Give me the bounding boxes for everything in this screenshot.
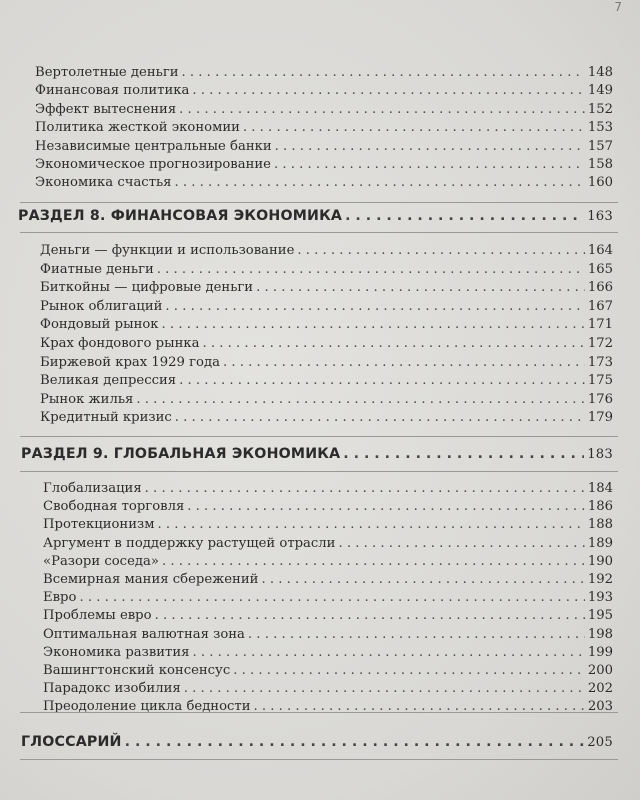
toc-entry-title: Кредитный кризис [40,410,172,426]
toc-entry-page: 203 [587,699,613,715]
toc-entry-page: 158 [587,157,613,172]
toc-entry[interactable] [43,571,613,588]
toc-heading-section-9[interactable] [21,444,613,464]
section-divider [20,232,618,233]
toc-entry-page: 153 [587,120,613,136]
toc-entry-title: Независимые центральные банки [35,138,272,154]
toc-entry[interactable] [35,138,613,155]
toc-entry[interactable] [35,119,613,136]
toc-leader-dots [345,206,584,226]
toc-leader-dots [192,644,584,661]
toc-entry[interactable] [43,644,613,661]
toc-heading-title: РАЗДЕЛ 8. ФИНАНСОВАЯ ЭКОНОМИКА [18,208,343,224]
toc-leader-dots [184,680,585,697]
toc-entry-title: Протекционизм [43,517,155,533]
toc-entry[interactable] [35,64,613,81]
toc-entry-page: 176 [587,391,613,407]
toc-leader-dots [338,535,584,552]
toc-entry-page: 195 [587,608,613,624]
toc-entry-page: 198 [587,626,613,642]
toc-entry[interactable] [43,680,613,697]
toc-entry-page: 186 [587,499,613,515]
toc-entry-title: Эффект вытеснения [35,101,177,117]
toc-entry[interactable] [40,261,613,278]
toc-entry-page: 200 [587,663,613,678]
toc-entry-page: 190 [587,553,613,569]
toc-leader-dots [136,391,584,408]
toc-entry[interactable] [35,156,613,173]
toc-entry-page: 193 [587,590,613,606]
toc-entry-title: «Разори соседа» [43,553,159,569]
toc-entry-title: Всемирная мания сбережений [43,572,259,587]
toc-entry-page: 148 [587,65,613,80]
toc-entry-title: Проблемы евро [43,608,152,624]
toc-entry[interactable] [43,589,613,606]
toc-entry[interactable] [40,391,613,408]
toc-entry-title: Фиатные деньги [40,261,154,277]
toc-leader-dots [256,279,585,296]
toc-entry-title: Глобализация [43,481,142,496]
toc-leader-dots [223,354,585,371]
toc-entry[interactable] [35,101,613,118]
section-divider [20,712,618,713]
toc-entry-title: Вашингтонский консенсус [43,663,231,678]
toc-leader-dots [248,626,585,643]
toc-entry-title: Биржевой крах 1929 года [40,354,220,370]
toc-leader-dots [162,316,585,333]
page-folio: 7 [614,0,622,14]
toc-heading-page: 205 [587,735,613,750]
toc-entry[interactable] [43,626,613,643]
section-divider [20,202,618,203]
toc-entry-title: Крах фондового рынка [40,336,200,351]
toc-entry[interactable] [40,316,613,333]
toc-entry-title: Политика жесткой экономии [35,120,240,136]
toc-entry-title: Евро [43,590,77,606]
toc-entry-page: 199 [587,644,613,660]
section-divider [20,471,618,472]
toc-entry-title: Аргумент в поддержку растущей отрасли [43,535,336,551]
toc-entry-title: Биткойны — цифровые деньги [40,280,254,296]
toc-leader-dots [79,589,584,606]
toc-entry-page: 175 [587,373,613,389]
toc-entry-page: 189 [587,535,613,551]
toc-entry[interactable] [35,82,613,99]
toc-entry-title: Вертолетные деньги [35,65,179,80]
toc-entry[interactable] [40,372,613,389]
toc-leader-dots [165,298,584,315]
toc-entry[interactable] [43,553,613,570]
toc-leader-dots [157,516,584,533]
toc-leader-dots [175,174,585,191]
toc-entry-title: Рынок жилья [40,391,134,407]
toc-entry-page: 165 [587,261,613,277]
toc-entry[interactable] [43,516,613,533]
toc-entry-title: Великая депрессия [40,373,177,389]
toc-leader-dots [182,64,585,81]
toc-entry[interactable] [40,242,613,259]
toc-leader-dots [155,607,585,624]
toc-entry-title: Экономика счастья [35,175,172,191]
toc-entry-page: 160 [587,175,613,191]
toc-entry-page: 152 [587,101,613,117]
toc-entry-page: 173 [587,354,613,370]
toc-leader-dots [203,335,585,352]
toc-entry-page: 184 [587,481,613,496]
toc-entry-title: Экономическое прогнозирование [35,157,271,172]
toc-leader-dots [274,156,585,173]
toc-leader-dots [125,732,585,752]
toc-entry[interactable] [43,535,613,552]
toc-entry-title: Рынок облигаций [40,298,163,314]
toc-entry-page: 164 [587,243,613,258]
section-divider [20,436,618,437]
toc-entry[interactable] [43,607,613,624]
toc-entry-page: 157 [587,138,613,154]
toc-entry[interactable] [43,662,613,679]
section-divider [20,759,618,760]
toc-entry[interactable] [40,298,613,315]
toc-entry[interactable] [40,409,613,426]
toc-heading-page: 163 [587,209,613,224]
toc-entry[interactable] [40,354,613,371]
toc-entry-title: Оптимальная валютная зона [43,626,245,642]
toc-entry-page: 192 [587,572,613,587]
toc-entry-title: Деньги — функции и использование [40,243,295,258]
toc-entry-page: 166 [587,280,613,296]
toc-heading-title: РАЗДЕЛ 9. ГЛОБАЛЬНАЯ ЭКОНОМИКА [21,446,341,462]
toc-leader-dots [233,662,585,679]
toc-leader-dots [275,138,585,155]
toc-leader-dots [157,261,585,278]
toc-entry-title: Преодоление цикла бедности [43,699,251,715]
toc-entry-title: Фондовый рынок [40,317,159,333]
toc-leader-dots [243,119,585,136]
toc-entry-page: 167 [587,298,613,314]
toc-entry[interactable] [43,498,613,515]
toc-entry-page: 171 [587,317,613,333]
toc-leader-dots [175,409,585,426]
toc-entry[interactable] [40,279,613,296]
toc-leader-dots [145,480,585,497]
toc-entry[interactable] [35,174,613,191]
toc-leader-dots [162,553,585,570]
toc-entry-title: Экономика развития [43,644,190,660]
toc-heading-section-8[interactable] [18,206,613,226]
toc-heading-title: ГЛОССАРИЙ [21,734,122,750]
toc-entry-title: Парадокс изобилия [43,681,181,697]
toc-leader-dots [343,444,584,464]
toc-entry[interactable] [40,335,613,352]
toc-entry-page: 149 [587,83,613,99]
toc-heading-glossary[interactable] [21,732,613,752]
toc-leader-dots [187,498,585,515]
toc-leader-dots [179,101,585,118]
toc-leader-dots [297,242,584,259]
toc-entry-title: Свободная торговля [43,499,185,515]
toc-entry-page: 202 [587,681,613,697]
toc-entry-title: Финансовая политика [35,83,190,99]
toc-entry-page: 179 [587,410,613,426]
toc-entry-page: 188 [587,517,613,533]
toc-entry[interactable] [43,480,613,497]
toc-leader-dots [179,372,585,389]
toc-leader-dots [261,571,584,588]
toc-leader-dots [192,82,584,99]
toc-heading-page: 183 [587,447,613,462]
toc-entry-page: 172 [587,336,613,351]
